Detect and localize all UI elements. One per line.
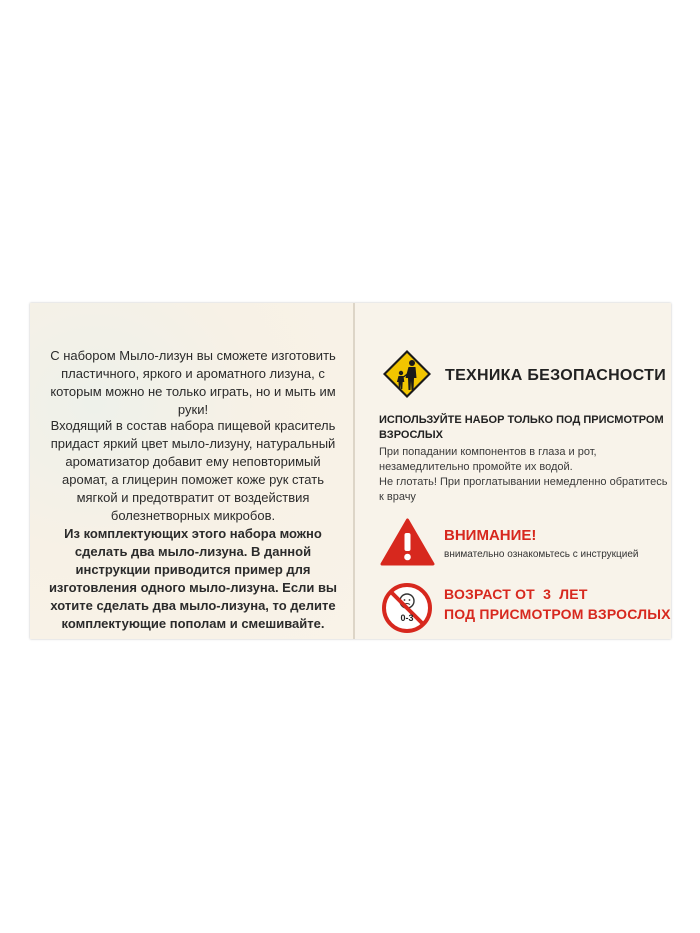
adult-child-warning-icon [382,349,432,399]
instruction-booklet [30,303,671,639]
no-under-3-icon [380,581,434,635]
intro-paragraph: С набором Мыло-лизун вы сможете изготовить пластичного, яркого и ароматного лизуна, с которым можно не только играть, но и мыть им руки! [50,348,336,417]
ingredients-paragraph: Входящий в состав набора пищевой краситель придаст яркий цвет мыло-лизуну, натуральный ароматизатор добавит ему неповторимый аромат, а глицерин поможет коже рук стать мягкой и предотвратит от воздействия болезнетворных микробов. [50,418,336,523]
swallow-warning-text: Не глотать! При проглатывании немедленно обратитесь к врачу [379,476,668,503]
attention-text: внимательно ознакомьтесь с инструкцией [444,549,639,560]
exclamation-triangle-icon [380,518,435,566]
eyes-warning-text: При попадании компонентов в глаза и рот, незамедлительно промойте их водой. [379,446,597,473]
age-line-2: ПОД ПРИСМОТРОМ ВЗРОСЛЫХ [444,606,671,622]
attention-title: ВНИМАНИЕ! [444,527,537,544]
right-page [355,303,671,639]
safety-title: ТЕХНИКА БЕЗОПАСНОСТИ [445,367,667,384]
age-line-1: ВОЗРАСТ ОТ 3 ЛЕТ [444,586,588,602]
age-icon-label: 0-3 [400,613,414,623]
quantity-paragraph: Из комплектующих этого набора можно сделать два мыло-лизуна. В данной инструкции приводится пример для изготовления одного мыло-лизуна. Если вы хотите сделать два мыло-лизуна, то делите комплектующие пополам и смешивайте. [48,526,338,631]
left-page [30,303,353,639]
supervision-heading: ИСПОЛЬЗУЙТЕ НАБОР ТОЛЬКО ПОД ПРИСМОТРОМ ВЗРОСЛЫХ [379,414,664,441]
age-restriction-text [444,584,671,624]
